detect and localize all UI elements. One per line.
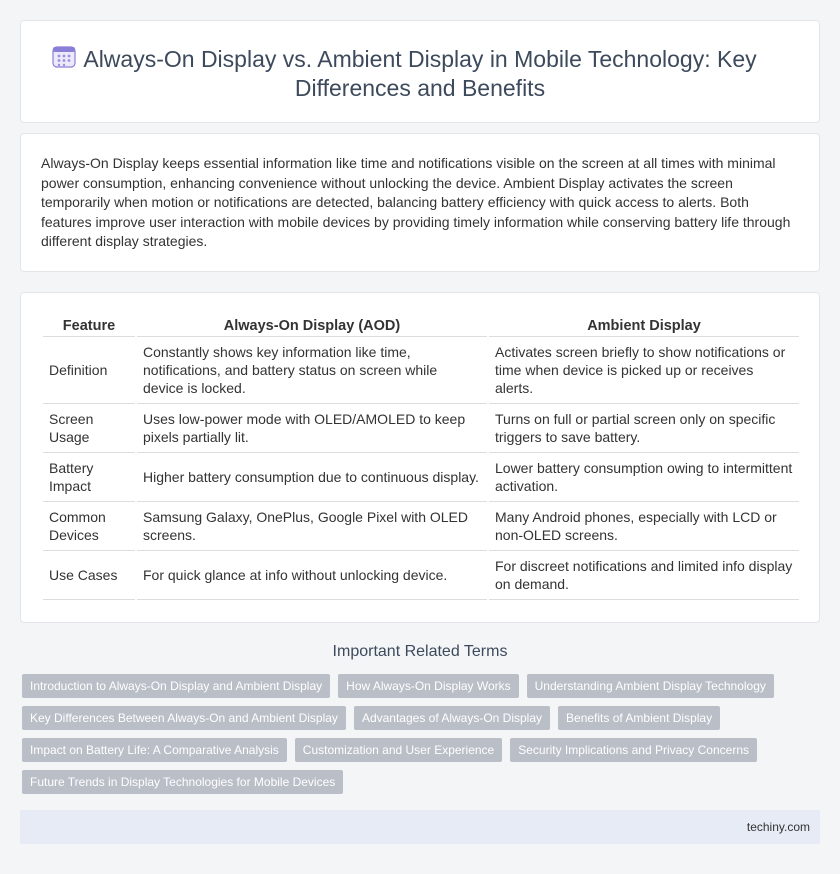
related-term-tag[interactable]: Security Implications and Privacy Concerns <box>510 738 757 762</box>
row-ambient: Lower battery consumption owing to intermittent activation. <box>489 453 799 502</box>
row-ambient: For discreet notifications and limited info display on demand. <box>489 551 799 600</box>
table-row <box>43 404 799 453</box>
header-aod: Always-On Display (AOD) <box>137 315 487 337</box>
related-term-tag[interactable]: Introduction to Always-On Display and Ambient Display <box>22 674 330 698</box>
header-feature: Feature <box>43 315 135 337</box>
table-row <box>43 337 799 404</box>
row-feature: Battery Impact <box>43 453 135 502</box>
row-aod: Constantly shows key information like time, notifications, and battery status on screen while device is locked. <box>137 337 487 404</box>
related-term-tag[interactable]: Advantages of Always-On Display <box>354 706 550 730</box>
intro-paragraph: Always-On Display keeps essential information like time and notifications visible on the screen at all times with minimal power consumption, enhancing convenience without unlocking the device. Ambient Display activates the screen temporarily when motion or notifications are detected, balancing battery efficiency with quick access to alerts. Both features improve user interaction with mobile devices by providing timely information while conserving battery life through different display strategies. <box>41 155 791 249</box>
comparison-card <box>20 292 820 623</box>
related-term-tag[interactable]: Benefits of Ambient Display <box>558 706 720 730</box>
table-row <box>43 502 799 551</box>
row-ambient: Activates screen briefly to show notifications or time when device is picked up or receives alerts. <box>489 337 799 404</box>
table-row <box>43 551 799 600</box>
row-feature: Use Cases <box>43 551 135 600</box>
table-header-row <box>43 315 799 337</box>
row-feature: Screen Usage <box>43 404 135 453</box>
related-term-tag[interactable]: Key Differences Between Always-On and Ambient Display <box>22 706 346 730</box>
header-card <box>20 20 820 123</box>
row-feature: Common Devices <box>43 502 135 551</box>
row-aod: Samsung Galaxy, OnePlus, Google Pixel with OLED screens. <box>137 502 487 551</box>
related-term-tag[interactable]: How Always-On Display Works <box>338 674 518 698</box>
related-term-tag[interactable]: Understanding Ambient Display Technology <box>527 674 774 698</box>
footer <box>20 810 820 844</box>
header-ambient: Ambient Display <box>489 315 799 337</box>
table-row <box>43 453 799 502</box>
related-term-tag[interactable]: Impact on Battery Life: A Comparative Analysis <box>22 738 287 762</box>
related-terms-list <box>22 674 812 794</box>
comparison-table <box>41 315 801 600</box>
intro-card <box>20 133 820 272</box>
row-ambient: Turns on full or partial screen only on specific triggers to save battery. <box>489 404 799 453</box>
row-aod: Uses low-power mode with OLED/AMOLED to keep pixels partially lit. <box>137 404 487 453</box>
row-aod: For quick glance at info without unlocking device. <box>137 551 487 600</box>
related-term-tag[interactable]: Future Trends in Display Technologies for Mobile Devices <box>22 770 343 794</box>
row-ambient: Many Android phones, especially with LCD or non-OLED screens. <box>489 502 799 551</box>
footer-site-link[interactable]: techiny.com <box>746 820 810 834</box>
page-title: Always-On Display vs. Ambient Display in Mobile Technology: Key Differences and Benefits <box>83 46 757 101</box>
related-term-tag[interactable]: Customization and User Experience <box>295 738 502 762</box>
related-terms-title: Important Related Terms <box>332 643 508 660</box>
row-aod: Higher battery consumption due to continuous display. <box>137 453 487 502</box>
row-feature: Definition <box>43 337 135 404</box>
